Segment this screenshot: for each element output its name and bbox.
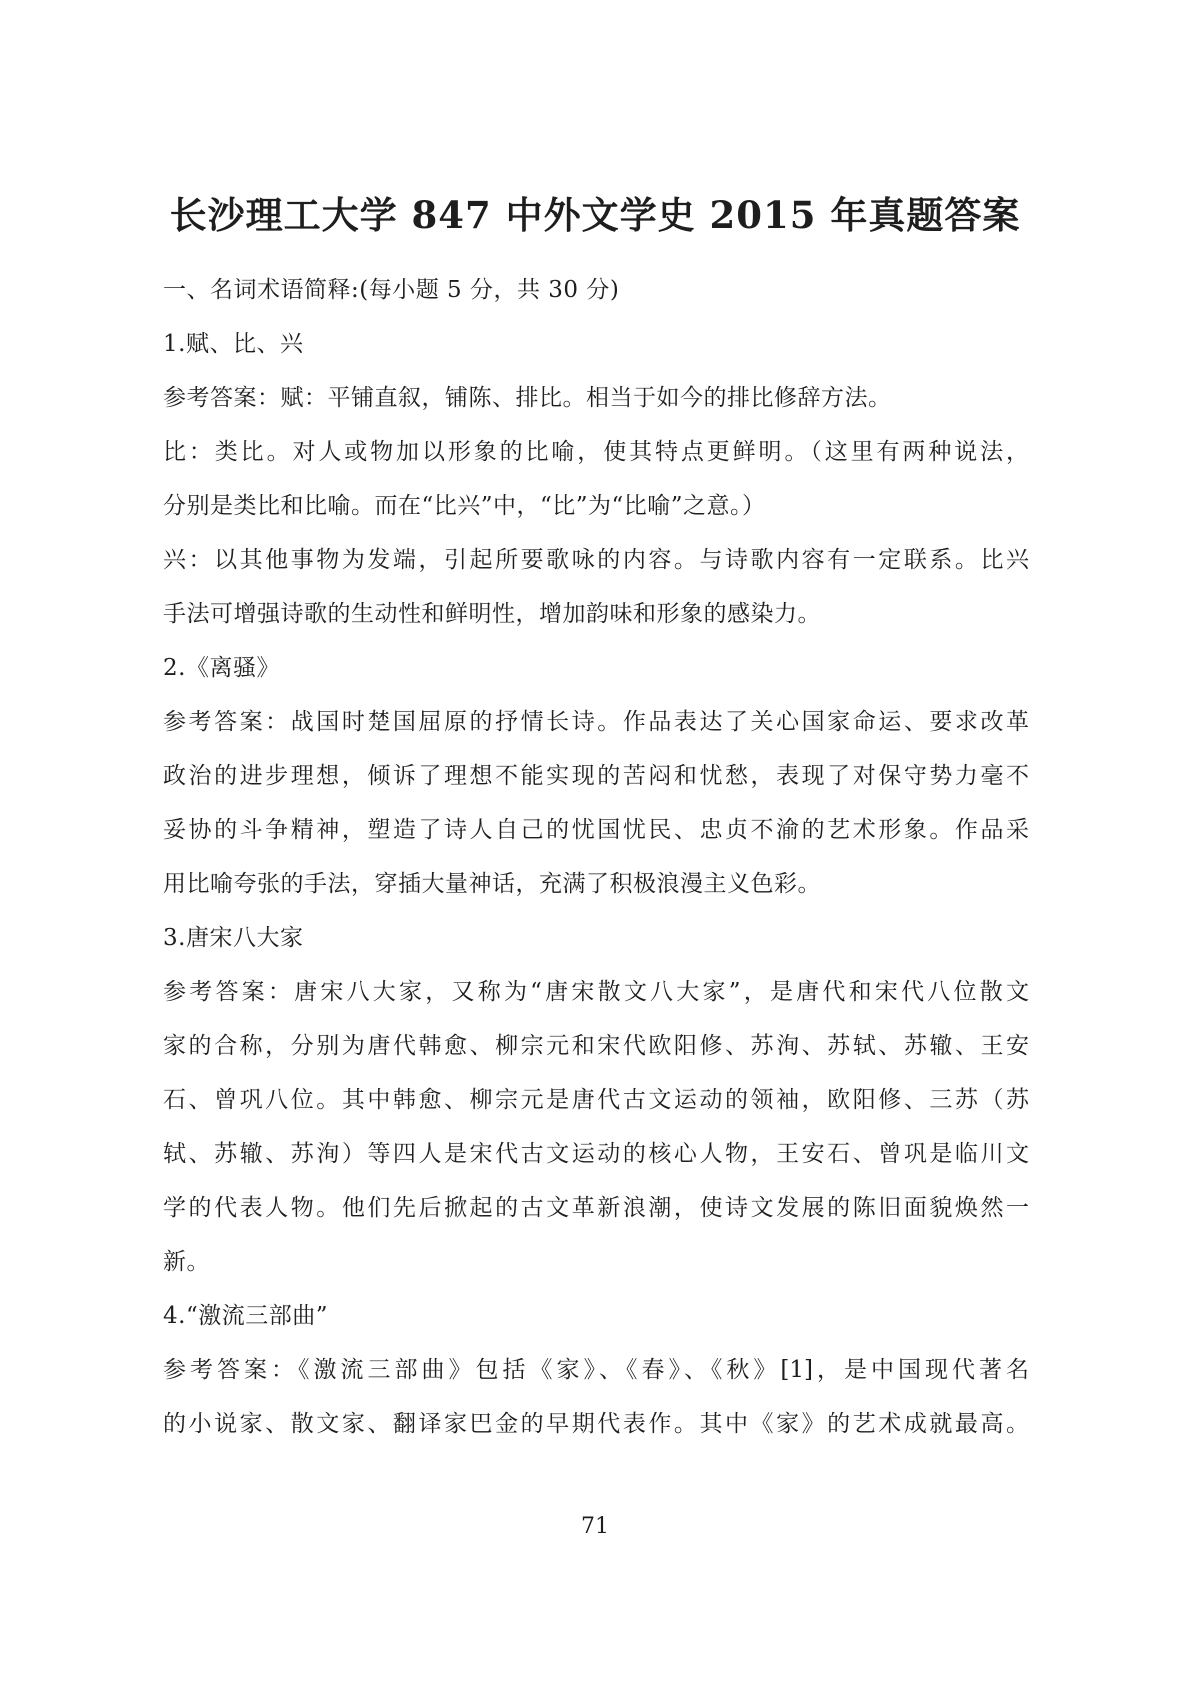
answer-line: 家的合称，分别为唐代韩愈、柳宗元和宋代欧阳修、苏洵、苏轼、苏辙、王安 (163, 1033, 1029, 1059)
answer-line: 分别是类比和比喻。而在“比兴”中，“比”为“比喻”之意。） (163, 493, 766, 519)
page-number: 71 (581, 1514, 609, 1539)
answer-line: 新。 (163, 1249, 210, 1275)
answer-line: 妥协的斗争精神，塑造了诗人自己的忧国忧民、忠贞不渝的艺术形象。作品采 (163, 817, 1029, 843)
term-heading-1: 1.赋、比、兴 (163, 331, 304, 357)
answer-line: 参考答案：《激流三部曲》包括《家》、《春》、《秋》[1]，是中国现代著名 (163, 1357, 1029, 1383)
answer-line: 参考答案：战国时楚国屈原的抒情长诗。作品表达了关心国家命运、要求改革 (163, 709, 1029, 735)
answer-line: 轼、苏辙、苏洵）等四人是宋代古文运动的核心人物，王安石、曾巩是临川文 (163, 1141, 1029, 1167)
term-heading-2: 2.《离骚》 (163, 655, 280, 681)
answer-line: 参考答案：唐宋八大家，又称为“唐宋散文八大家”，是唐代和宋代八位散文 (163, 979, 1029, 1005)
answer-line: 的小说家、散文家、翻译家巴金的早期代表作。其中《家》的艺术成就最高。 (163, 1411, 1029, 1437)
term-heading-3: 3.唐宋八大家 (163, 925, 304, 951)
section-heading: 一、名词术语简释:(每小题 5 分，共 30 分) (163, 277, 620, 303)
answer-line: 学的代表人物。他们先后掀起的古文革新浪潮，使诗文发展的陈旧面貌焕然一 (163, 1195, 1029, 1221)
answer-line: 政治的进步理想，倾诉了理想不能实现的苦闷和忧愁，表现了对保守势力毫不 (163, 763, 1029, 789)
answer-line: 石、曾巩八位。其中韩愈、柳宗元是唐代古文运动的领袖，欧阳修、三苏（苏 (163, 1087, 1029, 1113)
answer-line: 手法可增强诗歌的生动性和鲜明性，增加韵味和形象的感染力。 (163, 601, 821, 627)
term-heading-4: 4.“激流三部曲” (163, 1303, 328, 1329)
document-title: 长沙理工大学 847 中外文学史 2015 年真题答案 (169, 193, 1021, 237)
answer-line: 参考答案：赋：平铺直叙，铺陈、排比。相当于如今的排比修辞方法。 (163, 385, 892, 411)
answer-line: 兴：以其他事物为发端，引起所要歌咏的内容。与诗歌内容有一定联系。比兴 (163, 547, 1029, 573)
answer-line: 比：类比。对人或物加以形象的比喻，使其特点更鲜明。（这里有两种说法， (163, 439, 1029, 465)
document-body (163, 263, 1029, 1451)
answer-line: 用比喻夸张的手法，穿插大量神话，充满了积极浪漫主义色彩。 (163, 871, 821, 897)
